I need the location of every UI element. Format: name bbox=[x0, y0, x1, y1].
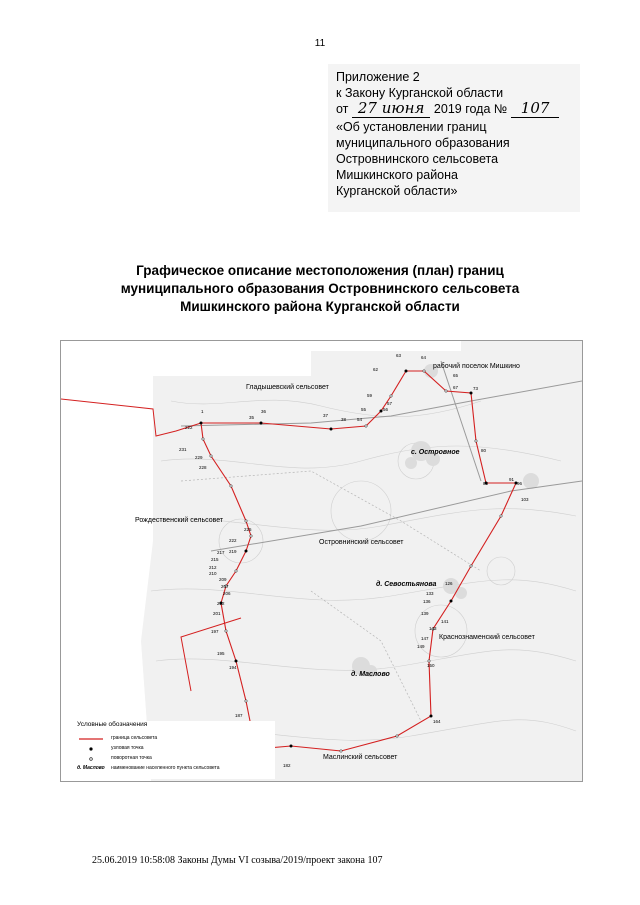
point-label: 59 bbox=[367, 393, 373, 398]
point-label: 67 bbox=[453, 385, 459, 390]
legend-row-settlement bbox=[77, 764, 267, 774]
point-label: 197 bbox=[211, 629, 219, 634]
label-gladyshevsky: Гладышевский сельсовет bbox=[246, 384, 329, 391]
date-prefix: от bbox=[336, 102, 349, 116]
appendix-line-5: муниципального образования bbox=[336, 136, 510, 150]
point-label: 164 bbox=[433, 719, 441, 724]
point-label: 202 bbox=[217, 601, 225, 606]
point-label: 56 bbox=[383, 407, 389, 412]
appendix-stamp bbox=[328, 64, 580, 212]
label-maslovo: д. Маслово bbox=[351, 671, 390, 678]
point-label: 217 bbox=[217, 550, 225, 555]
point-label: 143 bbox=[429, 626, 437, 631]
title-line-3: Мишкинского района Курганской области bbox=[180, 299, 460, 314]
point-label: 55 bbox=[361, 407, 367, 412]
point-label: 194 bbox=[229, 665, 237, 670]
point-label: 62 bbox=[373, 367, 379, 372]
point-label: 83 bbox=[483, 481, 489, 486]
title-line-2: муниципального образования Островнинского сельсовета bbox=[120, 281, 520, 296]
point-label: 96 bbox=[517, 481, 523, 486]
appendix-line-1: Приложение 2 bbox=[336, 70, 420, 84]
point-label: 141 bbox=[441, 619, 449, 624]
appendix-line-6: Островнинского сельсовета bbox=[336, 152, 499, 166]
point-label: 207 bbox=[221, 584, 229, 589]
point-label: 57 bbox=[387, 401, 393, 406]
point-label: 222 bbox=[229, 538, 237, 543]
title-line-1: Графическое описание местоположения (план) границ bbox=[136, 263, 504, 278]
point-label: 222 bbox=[185, 425, 193, 430]
point-label: 64 bbox=[421, 355, 427, 360]
point-label: 133 bbox=[426, 591, 434, 596]
point-label: 209 bbox=[219, 577, 227, 582]
point-label: 136 bbox=[423, 599, 431, 604]
footer-stamp: 25.06.2019 10:58:08 Законы Думы VI созыва/2019/проект закона 107 bbox=[92, 855, 383, 866]
point-label: 54 bbox=[357, 417, 363, 422]
legend-title: Условные обозначения bbox=[77, 721, 148, 728]
document-title bbox=[60, 262, 580, 316]
page-number: 11 bbox=[314, 38, 326, 49]
appendix-line-8: Курганской области» bbox=[336, 184, 458, 198]
point-label: 231 bbox=[179, 447, 187, 452]
label-rozhdestvensky: Рождественский сельсовет bbox=[135, 517, 224, 524]
point-label: 201 bbox=[213, 611, 221, 616]
map-graphic bbox=[61, 341, 582, 781]
legend-row-turning bbox=[77, 754, 267, 764]
appendix-line-7: Мишкинского района bbox=[336, 168, 458, 182]
handwritten-date: 27 июня bbox=[352, 99, 431, 118]
point-label: 65 bbox=[453, 373, 459, 378]
point-label: 80 bbox=[481, 448, 487, 453]
point-label: 225 bbox=[244, 527, 252, 532]
point-label: 1 bbox=[201, 409, 204, 414]
label-krasnoznamensky: Краснознаменский сельсовет bbox=[439, 634, 535, 641]
point-label: 228 bbox=[199, 465, 207, 470]
point-label: 63 bbox=[396, 353, 402, 358]
point-label: 219 bbox=[229, 549, 237, 554]
boundary-map bbox=[60, 340, 583, 782]
point-label: 38 bbox=[341, 417, 347, 422]
point-label: 149 bbox=[417, 644, 425, 649]
point-label: 210 bbox=[209, 571, 217, 576]
point-label: 36 bbox=[261, 409, 267, 414]
boundary-line-icon bbox=[77, 734, 105, 744]
settlement-sample: д. Маслово bbox=[77, 765, 105, 771]
point-label: 229 bbox=[195, 455, 203, 460]
point-label: 195 bbox=[217, 651, 225, 656]
appendix-line-2: к Закону Курганской области bbox=[336, 86, 504, 100]
legend-label: поворотная точка bbox=[111, 755, 152, 761]
appendix-date-line bbox=[336, 101, 559, 117]
point-label: 150 bbox=[427, 663, 435, 668]
label-sevostyanova: д. Севостьянова bbox=[376, 581, 437, 588]
legend-label: узловая точка bbox=[111, 745, 144, 751]
label-ostrovnoe: с. Островное bbox=[411, 449, 460, 456]
legend-label: граница сельсовета bbox=[111, 735, 158, 741]
handwritten-law-number: 107 bbox=[511, 99, 560, 118]
point-label: 215 bbox=[211, 557, 219, 562]
point-label: 212 bbox=[209, 565, 217, 570]
point-label: 182 bbox=[283, 763, 291, 768]
point-label: 139 bbox=[421, 611, 429, 616]
point-label: 35 bbox=[249, 415, 255, 420]
node-point-icon bbox=[77, 744, 105, 754]
point-label: 206 bbox=[223, 591, 231, 596]
turning-point-icon bbox=[77, 754, 105, 764]
label-maslinsky: Маслинский сельсовет bbox=[323, 754, 398, 761]
date-year: 2019 года № bbox=[433, 102, 508, 116]
map-legend bbox=[75, 721, 275, 779]
point-label: 103 bbox=[521, 497, 529, 502]
legend-row-boundary bbox=[77, 734, 267, 744]
appendix-line-4: «Об установлении границ bbox=[336, 120, 487, 134]
label-mishkino: рабочий поселок Мишкино bbox=[433, 363, 520, 370]
legend-row-node bbox=[77, 744, 267, 754]
label-ostrovninsky: Островнинский сельсовет bbox=[319, 539, 404, 546]
point-label: 91 bbox=[509, 477, 515, 482]
point-label: 187 bbox=[235, 713, 243, 718]
legend-label: наименование населенного пункта сельсовета bbox=[111, 765, 220, 771]
point-label: 37 bbox=[323, 413, 329, 418]
point-label: 147 bbox=[421, 636, 429, 641]
point-label: 126 bbox=[445, 581, 453, 586]
point-label: 73 bbox=[473, 386, 479, 391]
